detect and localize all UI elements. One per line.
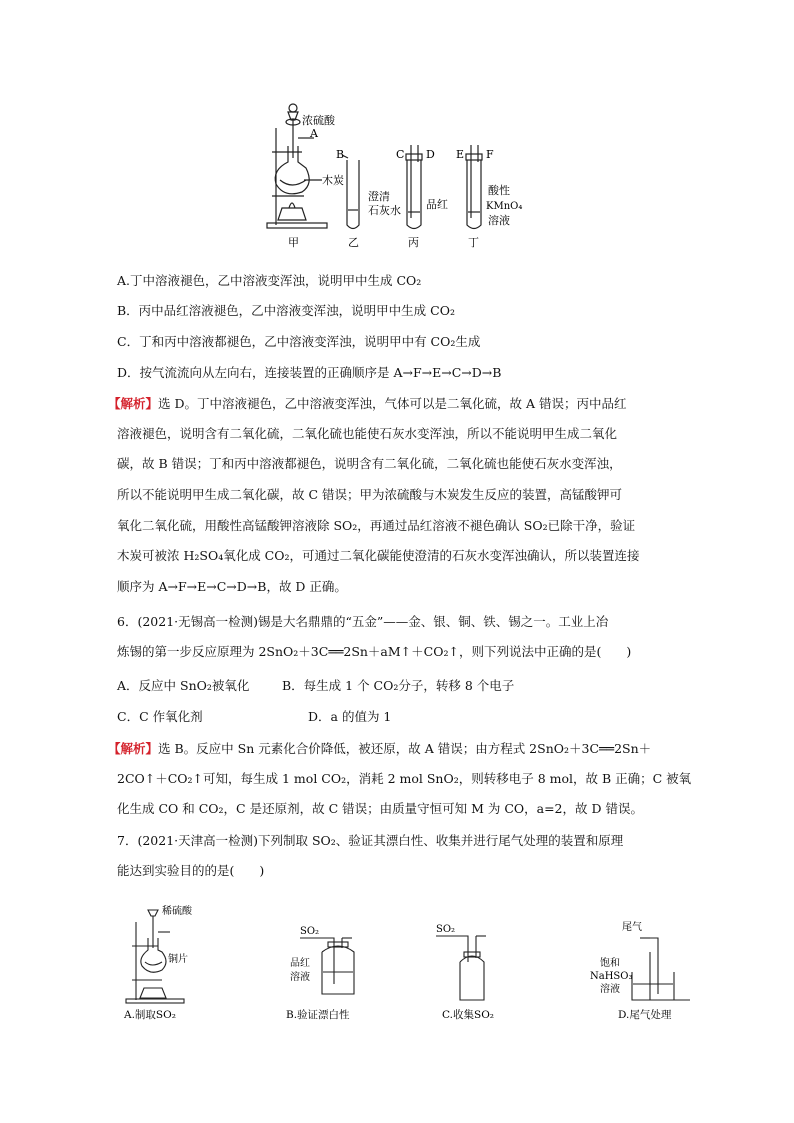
apparatus-figure-2 xyxy=(110,902,690,1027)
q5-option-a: A.丁中溶液褪色，乙中溶液变浑浊，说明甲中生成 CO₂ xyxy=(117,273,422,288)
q5-analysis-line-6: 木炭可被浓 H₂SO₄氧化成 CO₂，可通过二氧化碳能使澄清的石灰水变浑浊确认，所以装置连接 xyxy=(117,548,640,563)
q7-stem-line-2: 能达到实验目的的是( ) xyxy=(117,863,265,878)
caption-b: B.验证漂白性 xyxy=(286,1009,350,1021)
label-limewater-1: 澄清 xyxy=(368,190,390,203)
label-so2-b: SO₂ xyxy=(300,926,320,937)
q5-analysis-line-1: 【解析】选 D。丁中溶液褪色，乙中溶液变浑浊，气体可以是二氧化硫，故 A 错误；丙中品红 xyxy=(108,396,627,411)
caption-d: D.尾气处理 xyxy=(618,1009,672,1021)
label-tail-gas: 尾气 xyxy=(622,922,642,933)
q6-option-c: C．C 作氧化剂 xyxy=(117,709,203,724)
q5-analysis-line-7: 顺序为 A→F→E→C→D→B，故 D 正确。 xyxy=(117,579,347,594)
analysis-tag: 【解析】 xyxy=(108,396,159,411)
label-pinkred-b: 品红 xyxy=(290,958,310,969)
analysis-tag: 【解析】 xyxy=(108,741,159,756)
label-b: B xyxy=(336,148,345,161)
label-saturated: 饱和 xyxy=(600,958,620,969)
caption-ding: 丁 xyxy=(468,236,479,249)
apparatus-figure-1 xyxy=(262,100,532,250)
label-e: E xyxy=(456,148,465,161)
q5-analysis-line-2: 溶液褪色，说明含有二氧化硫，二氧化硫也能使石灰水变浑浊，所以不能说明甲生成二氧化 xyxy=(117,426,618,441)
label-nahso3: NaHSO₃ xyxy=(590,971,633,982)
label-charcoal: 木炭 xyxy=(322,174,344,187)
label-kmno4-2: KMnO₄ xyxy=(486,201,523,212)
label-kmno4-1: 酸性 xyxy=(488,184,510,197)
q6-analysis-line-1: 【解析】选 B。反应中 Sn 元素化合价降低，被还原，故 A 错误；由方程式 2SnO₂＋3C══2Sn＋ xyxy=(108,741,652,756)
q6-option-d: D．a 的值为 1 xyxy=(308,709,392,724)
caption-bing: 丙 xyxy=(408,236,419,249)
q5-option-b: B．丙中品红溶液褪色，乙中溶液变浑浊，说明甲中生成 CO₂ xyxy=(117,303,455,318)
caption-a: A.制取SO₂ xyxy=(124,1009,176,1021)
q5-analysis-line-4: 所以不能说明甲生成二氧化碳，故 C 错误；甲为浓硫酸与木炭发生反应的装置，高锰酸钾可 xyxy=(117,487,623,502)
caption-yi: 乙 xyxy=(348,236,359,249)
label-pinkred: 品红 xyxy=(426,198,448,211)
label-kmno4-3: 溶液 xyxy=(488,214,510,227)
q5-analysis-line-3: 碳，故 B 错误；丁和丙中溶液都褪色，说明含有二氧化硫，二氧化硫也能使石灰水变浑浊， xyxy=(117,456,622,471)
q6-analysis-line-2: 2CO↑＋CO₂↑可知，每生成 1 mol CO₂，消耗 2 mol SnO₂，则转移电子 8 mol，故 B 正确；C 被氧 xyxy=(117,771,692,786)
label-a: A xyxy=(310,127,318,140)
label-f: F xyxy=(486,148,494,161)
q6-option-a: A．反应中 SnO₂被氧化 xyxy=(117,678,250,693)
q6-analysis-line-3: 化生成 CO 和 CO₂，C 是还原剂，故 C 错误；由质量守恒可知 M 为 CO，a=2，故 D 错误。 xyxy=(117,801,643,816)
q7-stem-line-1: 7．(2021·天津高一检测)下列制取 SO₂、验证其漂白性、收集并进行尾气处理的装置和原理 xyxy=(117,833,624,848)
label-c: C xyxy=(396,148,405,161)
label-solution-d: 溶液 xyxy=(600,984,620,995)
label-so2-c: SO₂ xyxy=(436,924,456,935)
caption-jia: 甲 xyxy=(288,236,299,249)
q5-analysis-line-5: 氧化二氧化硫，用酸性高锰酸钾溶液除 SO₂，再通过品红溶液不褪色确认 SO₂已除干净，验证 xyxy=(117,518,636,533)
caption-c: C.收集SO₂ xyxy=(442,1009,495,1021)
label-dilute-acid: 稀硫酸 xyxy=(162,906,192,917)
label-limewater-2: 石灰水 xyxy=(368,204,401,217)
label-conc-acid: 浓硫酸 xyxy=(302,114,335,127)
label-d: D xyxy=(426,148,435,161)
q5-option-c: C．丁和丙中溶液都褪色，乙中溶液变浑浊，说明甲中有 CO₂生成 xyxy=(117,334,481,349)
q6-stem-line-2: 炼锡的第一步反应原理为 2SnO₂＋3C══2Sn＋aM↑＋CO₂↑，则下列说法中正确的是( ) xyxy=(117,644,632,659)
q6-option-b: B．每生成 1 个 CO₂分子，转移 8 个电子 xyxy=(282,678,515,693)
q5-option-d: D．按气流流向从左向右，连接装置的正确顺序是 A→F→E→C→D→B xyxy=(117,365,502,380)
label-copper: 铜片 xyxy=(168,954,188,965)
label-solution-b: 溶液 xyxy=(290,972,310,983)
q6-stem-line-1: 6．(2021·无锡高一检测)锡是大名鼎鼎的“五金”——金、银、铜、铁、锡之一。工业上冶 xyxy=(117,614,609,629)
